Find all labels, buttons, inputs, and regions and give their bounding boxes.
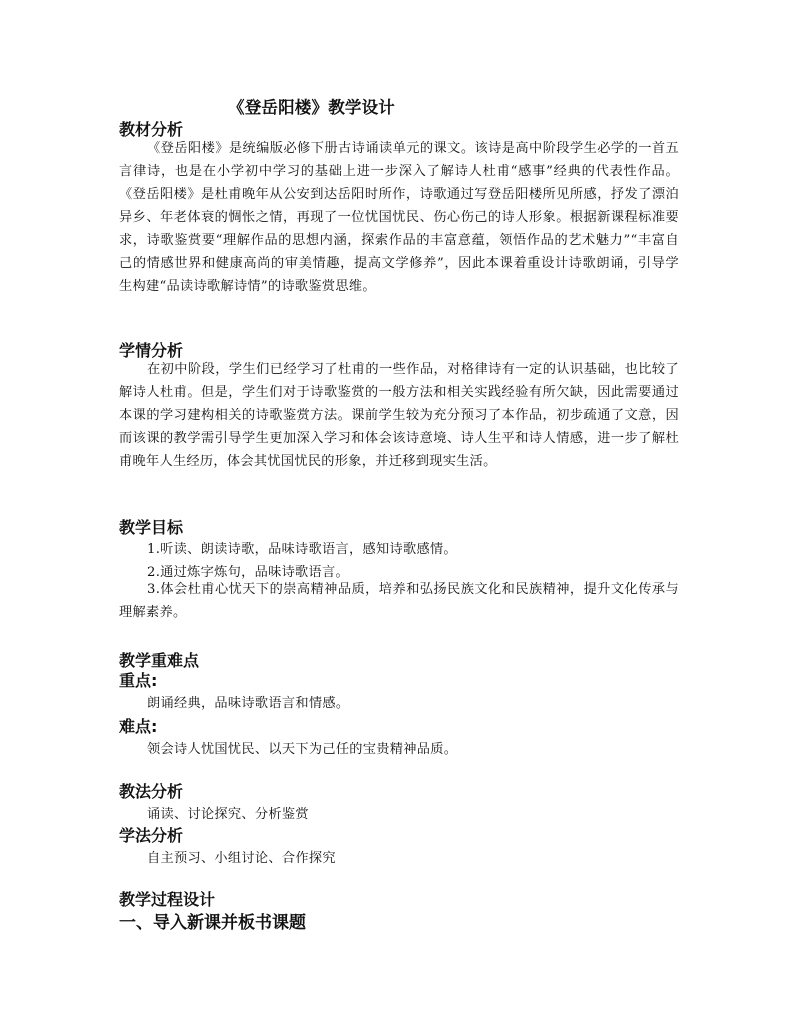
key-point-label: 重点: xyxy=(119,671,158,690)
learning-method-text: 自主预习、小组讨论、合作探究 xyxy=(147,851,336,866)
objective-item: 3.体会杜甫心忧天下的崇高精神品质，培养和弘扬民族文化和民族精神，提升文化传承与理解素养。 xyxy=(119,582,679,620)
material-analysis-heading: 教材分析 xyxy=(119,120,184,139)
material-analysis-paragraph: 《登岳阳楼》是统编版必修下册古诗诵读单元的课文。该诗是高中阶段学生必学的一首五言律诗，也是在小学初中学习的基础上进一步深入了解诗人杜甫“感事”经典的代表性作品。《登岳阳楼》是杜甫晚年从公安到达岳阳时所作，诗歌通过写登岳阳楼所见所感，抒发了漂泊异乡、年老体衰的惆怅之情，再现了一位忧国忧民、伤心伤己的诗人形象。根据新课程标准要求，诗歌鉴赏要“理解作品的思想内涵，探索作品的丰富意蕴，领悟作品的艺术魅力”“丰富自己的情感世界和健康高尚的审美情趣，提高文学修养”，因此本课着重设计诗歌朗诵，引导学生构建“品读诗歌解诗情”的诗歌鉴赏思维。 xyxy=(119,141,679,294)
process-step-heading: 一、导入新课并板书课题 xyxy=(119,913,306,933)
student-analysis-heading: 学情分析 xyxy=(119,341,184,360)
key-points-heading: 教学重难点 xyxy=(119,651,200,670)
student-analysis-paragraph: 在初中阶段，学生们已经学习了杜甫的一些作品，对格律诗有一定的认识基础，也比较了解诗人杜甫。但是，学生们对于诗歌鉴赏的一般方法和相关实践经验有所欠缺，因此需要通过本课的学习建构相关的诗歌鉴赏方法。课前学生较为充分预习了本作品，初步疏通了文意，因而该课的教学需引导学生更加深入学习和体会该诗意境、诗人生平和诗人情感，进一步了解杜甫晚年人生经历，体会其忧国忧民的形象，并迁移到现实生活。 xyxy=(119,362,679,469)
teaching-method-text: 诵读、讨论探究、分析鉴赏 xyxy=(147,807,309,822)
learning-method-heading: 学法分析 xyxy=(119,826,184,845)
process-heading: 教学过程设计 xyxy=(119,890,216,909)
objective-item: 2.通过炼字炼句，品味诗歌语言。 xyxy=(147,565,350,580)
difficult-point-label: 难点: xyxy=(119,717,158,736)
key-point-text: 朗诵经典，品味诗歌语言和情感。 xyxy=(147,696,350,711)
objective-item: 1.听读、朗读诗歌，品味诗歌语言，感知诗歌感情。 xyxy=(147,542,457,557)
teaching-method-heading: 教法分析 xyxy=(119,782,184,801)
difficult-point-text: 领会诗人忧国忧民、以天下为己任的宝贵精神品质。 xyxy=(147,742,458,757)
document-title: 《登岳阳楼》教学设计 xyxy=(228,98,395,117)
objectives-heading: 教学目标 xyxy=(119,518,184,537)
